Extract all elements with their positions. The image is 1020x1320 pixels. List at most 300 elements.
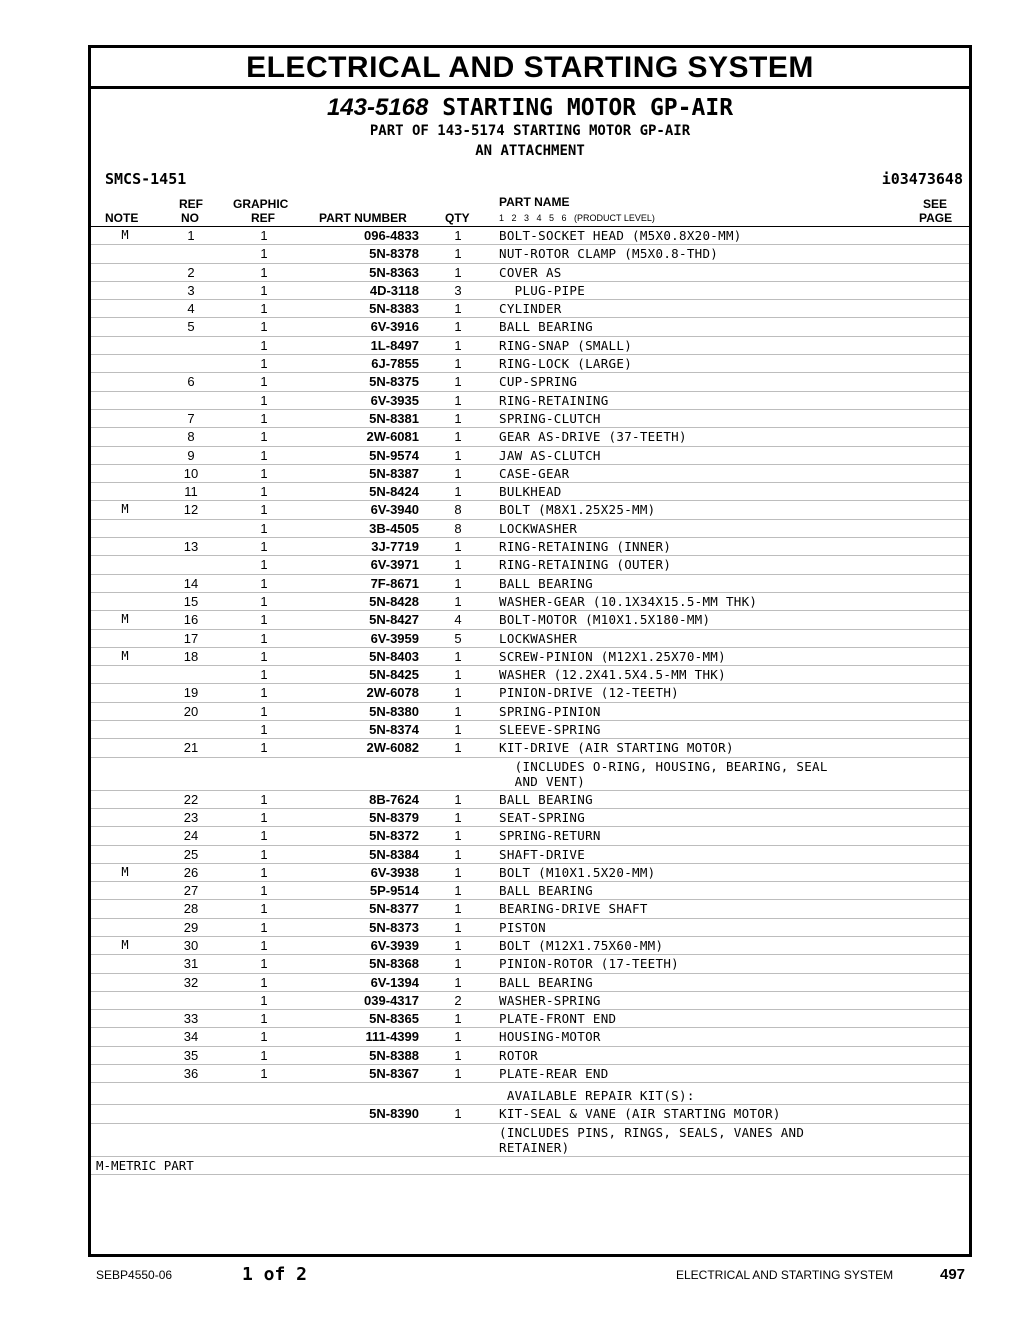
graphic-ref-cell: 1 bbox=[260, 337, 268, 353]
table-row bbox=[91, 227, 969, 245]
graphic-ref-cell: 1 bbox=[260, 447, 268, 463]
part-name-cell: SEAT-SPRING bbox=[499, 809, 586, 825]
graphic-ref-cell: 1 bbox=[260, 864, 268, 880]
table-row bbox=[91, 1028, 969, 1046]
part-name-cell: RING-LOCK (LARGE) bbox=[499, 356, 633, 372]
table-row bbox=[91, 900, 969, 918]
footer-doc-number: SEBP4550-06 bbox=[96, 1268, 173, 1282]
table-row bbox=[91, 864, 969, 882]
graphic-ref-cell: 1 bbox=[260, 667, 268, 683]
ref-no-cell: 11 bbox=[184, 484, 198, 500]
ref-no-cell: 27 bbox=[183, 883, 199, 899]
table-row bbox=[91, 1083, 969, 1105]
ref-no-cell: 32 bbox=[183, 974, 199, 990]
part-name-cell: SHAFT-DRIVE bbox=[499, 846, 586, 862]
graphic-ref-cell: 1 bbox=[260, 356, 268, 372]
graphic-ref-cell: 1 bbox=[260, 319, 268, 335]
ref-no-cell: 16 bbox=[183, 612, 199, 628]
table-row bbox=[91, 758, 969, 791]
part-name-cell: CYLINDER bbox=[499, 301, 562, 317]
qty-cell: 8 bbox=[454, 520, 462, 536]
part-name-cell: KIT-SEAL & VANE (AIR STARTING MOTOR) bbox=[499, 1106, 781, 1122]
part-number-cell: 6V-3916 bbox=[370, 319, 419, 335]
part-name-cell: ROTOR bbox=[499, 1047, 539, 1063]
qty-cell: 1 bbox=[454, 465, 462, 481]
qty-cell: 1 bbox=[454, 722, 462, 738]
graphic-ref-cell: 1 bbox=[260, 539, 268, 555]
qty-cell: 1 bbox=[454, 447, 462, 463]
part-name-cell: BOLT (M10X1.5X20-MM) bbox=[499, 864, 656, 880]
part-number-cell: 039-4317 bbox=[364, 992, 419, 1008]
part-name-cell: BOLT-SOCKET HEAD (M5X0.8X20-MM) bbox=[499, 228, 742, 243]
table-row bbox=[91, 739, 969, 757]
graphic-ref-cell: 1 bbox=[260, 374, 268, 390]
part-name-cell: SCREW-PINION (M12X1.25X70-MM) bbox=[499, 648, 726, 664]
qty-cell: 1 bbox=[454, 956, 462, 972]
table-row bbox=[91, 465, 969, 483]
part-number-cell: 6V-3959 bbox=[370, 630, 419, 646]
part-number-cell: 5N-8381 bbox=[369, 410, 419, 426]
ref-no-cell: 36 bbox=[183, 1066, 199, 1082]
graphic-ref-cell: 1 bbox=[260, 974, 268, 990]
part-number-cell: 5N-8378 bbox=[369, 246, 419, 262]
part-name-cell: RING-RETAINING (INNER) bbox=[499, 539, 672, 555]
part-number-cell: 5N-8379 bbox=[369, 809, 419, 825]
footer-page-number: 497 bbox=[940, 1266, 966, 1283]
ref-no-cell: 1 bbox=[187, 228, 195, 243]
ref-no-cell: 21 bbox=[183, 740, 199, 756]
qty-cell: 1 bbox=[454, 667, 462, 683]
part-name-cell: PLATE-FRONT END bbox=[499, 1011, 617, 1027]
part-name-cell: WASHER (12.2X41.5X4.5-MM THK) bbox=[499, 667, 726, 683]
part-number-cell: 5N-8428 bbox=[369, 593, 419, 609]
part-name-cell: RING-SNAP (SMALL) bbox=[499, 337, 633, 353]
table-row bbox=[91, 520, 969, 538]
col-see-top: SEE bbox=[923, 197, 948, 211]
qty-cell: 1 bbox=[454, 1047, 462, 1063]
ref-no-cell: 12 bbox=[183, 502, 199, 518]
graphic-ref-cell: 1 bbox=[260, 392, 268, 408]
part-number-cell: 5N-8403 bbox=[369, 648, 419, 664]
part-name-cell: WASHER-GEAR (10.1X34X15.5-MM THK) bbox=[499, 593, 758, 609]
part-number-cell: 5P-9514 bbox=[369, 883, 419, 899]
part-number-cell: 5N-8388 bbox=[369, 1047, 419, 1063]
qty-cell: 1 bbox=[454, 919, 462, 935]
part-name-cell: SPRING-CLUTCH bbox=[499, 410, 601, 426]
part-name-cell: COVER AS bbox=[499, 264, 562, 280]
graphic-ref-cell: 1 bbox=[260, 410, 268, 426]
part-number-cell: 5N-8424 bbox=[369, 484, 419, 500]
part-name-cell: RING-RETAINING (OUTER) bbox=[499, 557, 672, 573]
graphic-ref-cell: 1 bbox=[260, 465, 268, 481]
col-see-bottom: PAGE bbox=[919, 211, 953, 225]
parts-table bbox=[91, 227, 969, 1175]
page-frame bbox=[88, 45, 972, 1257]
group-heading bbox=[91, 94, 969, 122]
qty-cell: 1 bbox=[454, 301, 462, 317]
table-row bbox=[91, 846, 969, 864]
qty-cell: 1 bbox=[454, 356, 462, 372]
qty-cell: 1 bbox=[454, 1011, 462, 1027]
table-row bbox=[91, 501, 969, 519]
part-name-cell: PINION-ROTOR (17-TEETH) bbox=[499, 956, 679, 972]
metric-note-row bbox=[91, 1157, 969, 1175]
table-row bbox=[91, 337, 969, 355]
part-number-cell: 6V-3935 bbox=[370, 392, 419, 408]
part-name-cell: NUT-ROTOR CLAMP (M5X0.8-THD) bbox=[499, 246, 719, 262]
ref-no-cell: 17 bbox=[183, 630, 199, 646]
qty-cell: 1 bbox=[454, 264, 462, 280]
qty-cell: 1 bbox=[454, 1106, 462, 1122]
part-number-cell: 6V-1394 bbox=[370, 974, 419, 990]
graphic-ref-cell: 1 bbox=[260, 740, 268, 756]
note-cell: M bbox=[121, 612, 129, 627]
table-header bbox=[91, 194, 969, 227]
graphic-ref-cell: 1 bbox=[260, 246, 268, 262]
table-row bbox=[91, 282, 969, 300]
part-name-cell: AVAILABLE REPAIR KIT(S): bbox=[499, 1088, 695, 1104]
qty-cell: 1 bbox=[454, 410, 462, 426]
ref-no-cell: 4 bbox=[187, 301, 195, 317]
note-cell: M bbox=[121, 228, 129, 242]
part-name-cell: LOCKWASHER bbox=[499, 520, 578, 536]
ref-no-cell: 19 bbox=[183, 685, 199, 701]
table-row bbox=[91, 575, 969, 593]
part-name-cell: (INCLUDES O-RING, HOUSING, BEARING, SEAL AND VENT) bbox=[514, 758, 828, 789]
graphic-ref-cell: 1 bbox=[260, 883, 268, 899]
table-row bbox=[91, 937, 969, 955]
part-name-cell: (INCLUDES PINS, RINGS, SEALS, VANES AND RETAINER) bbox=[499, 1124, 805, 1155]
qty-cell: 1 bbox=[454, 429, 462, 445]
table-row bbox=[91, 428, 969, 446]
qty-cell: 1 bbox=[454, 1066, 462, 1082]
graphic-ref-cell: 1 bbox=[260, 575, 268, 591]
graphic-ref-cell: 1 bbox=[260, 593, 268, 609]
part-number-cell: 3B-4505 bbox=[369, 520, 419, 536]
group-name: STARTING MOTOR GP-AIR bbox=[442, 95, 734, 121]
table-row bbox=[91, 264, 969, 282]
part-number-cell: 5N-8390 bbox=[369, 1106, 419, 1122]
table-row bbox=[91, 611, 969, 629]
ref-no-cell: 15 bbox=[183, 593, 199, 609]
ref-no-cell: 13 bbox=[183, 539, 199, 555]
qty-cell: 1 bbox=[454, 937, 462, 953]
part-name-cell: JAW AS-CLUTCH bbox=[499, 447, 601, 463]
part-number-cell: 5N-8368 bbox=[369, 956, 419, 972]
ref-no-cell: 14 bbox=[183, 575, 199, 591]
part-number-cell: 5N-8384 bbox=[369, 846, 419, 862]
part-of-line: PART OF 143-5174 STARTING MOTOR GP-AIR bbox=[369, 123, 691, 139]
part-name-cell: PISTON bbox=[499, 919, 546, 935]
part-number-cell: 2W-6078 bbox=[366, 685, 419, 701]
graphic-ref-cell: 1 bbox=[260, 901, 268, 917]
note-cell: M bbox=[121, 864, 129, 879]
part-number-cell: 5N-8425 bbox=[369, 667, 419, 683]
note-cell: M bbox=[121, 502, 129, 517]
qty-cell: 1 bbox=[454, 392, 462, 408]
part-name-cell: SPRING-RETURN bbox=[499, 828, 601, 844]
graphic-ref-cell: 1 bbox=[260, 937, 268, 953]
group-number: 143-5168 bbox=[326, 94, 429, 121]
part-number-cell: 5N-8383 bbox=[369, 301, 419, 317]
qty-cell: 1 bbox=[454, 791, 462, 807]
part-name-cell: PLATE-REAR END bbox=[499, 1066, 609, 1082]
part-name-cell: LOCKWASHER bbox=[499, 630, 578, 646]
part-number-cell: 6V-3940 bbox=[370, 502, 419, 518]
graphic-ref-cell: 1 bbox=[260, 846, 268, 862]
qty-cell: 1 bbox=[454, 1029, 462, 1045]
table-row bbox=[91, 666, 969, 684]
ref-no-cell: 2 bbox=[187, 264, 195, 280]
table-row bbox=[91, 809, 969, 827]
ref-no-cell: 10 bbox=[183, 465, 199, 481]
qty-cell: 5 bbox=[454, 630, 462, 646]
part-name-cell: BULKHEAD bbox=[499, 484, 562, 500]
part-number-cell: 7F-8671 bbox=[370, 575, 419, 591]
part-number-cell: 6V-3939 bbox=[370, 937, 419, 953]
part-number-cell: 5N-8387 bbox=[369, 465, 419, 481]
qty-cell: 1 bbox=[454, 228, 462, 243]
graphic-ref-cell: 1 bbox=[260, 630, 268, 646]
part-name-cell: WASHER-SPRING bbox=[499, 992, 601, 1008]
footer-page-of: 1 of 2 bbox=[242, 1264, 308, 1285]
table-row bbox=[91, 992, 969, 1010]
table-row bbox=[91, 721, 969, 739]
table-row bbox=[91, 1047, 969, 1065]
part-number-cell: 6V-3938 bbox=[370, 864, 419, 880]
table-row bbox=[91, 827, 969, 845]
qty-cell: 1 bbox=[454, 557, 462, 573]
qty-cell: 1 bbox=[454, 846, 462, 862]
graphic-ref-cell: 1 bbox=[260, 1066, 268, 1082]
graphic-ref-cell: 1 bbox=[260, 956, 268, 972]
qty-cell: 1 bbox=[454, 809, 462, 825]
ref-no-cell: 3 bbox=[187, 282, 195, 298]
graphic-ref-cell: 1 bbox=[260, 1047, 268, 1063]
part-number-cell: 1L-8497 bbox=[370, 337, 419, 353]
qty-cell: 1 bbox=[454, 484, 462, 500]
table-row bbox=[91, 245, 969, 263]
smcs-code: SMCS-1451 bbox=[105, 170, 187, 188]
table-row bbox=[91, 392, 969, 410]
graphic-ref-cell: 1 bbox=[260, 429, 268, 445]
part-number-cell: 5N-8365 bbox=[369, 1011, 419, 1027]
ref-no-cell: 20 bbox=[183, 703, 199, 719]
table-row bbox=[91, 410, 969, 428]
part-name-cell: BALL BEARING bbox=[499, 883, 593, 899]
part-name-cell: CASE-GEAR bbox=[499, 465, 570, 481]
part-name-cell: GEAR AS-DRIVE (37-TEETH) bbox=[499, 429, 687, 445]
qty-cell: 1 bbox=[454, 539, 462, 555]
part-number-cell: 8B-7624 bbox=[369, 791, 419, 807]
qty-cell: 1 bbox=[454, 828, 462, 844]
table-row bbox=[91, 648, 969, 666]
part-number-cell: 5N-8372 bbox=[369, 828, 419, 844]
footer-section: ELECTRICAL AND STARTING SYSTEM bbox=[676, 1268, 894, 1282]
qty-cell: 1 bbox=[454, 974, 462, 990]
note-cell: M bbox=[121, 937, 129, 952]
part-number-cell: 2W-6082 bbox=[366, 740, 419, 756]
ref-no-cell: 18 bbox=[183, 648, 199, 664]
part-number-cell: 5N-8367 bbox=[369, 1066, 419, 1082]
ref-no-cell: 24 bbox=[183, 828, 199, 844]
ref-no-cell: 6 bbox=[187, 374, 195, 390]
qty-cell: 1 bbox=[454, 319, 462, 335]
table-row bbox=[91, 882, 969, 900]
ref-no-cell: 33 bbox=[183, 1011, 199, 1027]
part-name-cell: RING-RETAINING bbox=[499, 392, 609, 408]
part-name-cell: SPRING-PINION bbox=[499, 703, 601, 719]
part-name-cell: PINION-DRIVE (12-TEETH) bbox=[499, 685, 679, 701]
table-row bbox=[91, 355, 969, 373]
graphic-ref-cell: 1 bbox=[260, 919, 268, 935]
qty-cell: 1 bbox=[454, 901, 462, 917]
qty-cell: 1 bbox=[454, 593, 462, 609]
graphic-ref-cell: 1 bbox=[260, 1011, 268, 1027]
part-name-cell: BALL BEARING bbox=[499, 791, 593, 807]
col-part-number: PART NUMBER bbox=[319, 211, 407, 225]
col-product-level: 1 2 3 4 5 6 (PRODUCT LEVEL) bbox=[499, 213, 655, 223]
col-ref-bottom: NO bbox=[181, 211, 199, 225]
qty-cell: 1 bbox=[454, 883, 462, 899]
part-name-cell: BALL BEARING bbox=[499, 974, 593, 990]
table-row bbox=[91, 919, 969, 937]
graphic-ref-cell: 1 bbox=[260, 685, 268, 701]
table-row bbox=[91, 1105, 969, 1123]
qty-cell: 3 bbox=[454, 282, 462, 298]
part-number-cell: 111-4399 bbox=[365, 1029, 419, 1045]
qty-cell: 1 bbox=[454, 246, 462, 262]
part-number-cell: 5N-8380 bbox=[369, 703, 419, 719]
part-number-cell: 3J-7719 bbox=[371, 539, 419, 555]
col-graphic-bottom: REF bbox=[251, 211, 275, 225]
graphic-ref-cell: 1 bbox=[260, 791, 268, 807]
col-note: NOTE bbox=[105, 211, 139, 225]
graphic-ref-cell: 1 bbox=[260, 301, 268, 317]
ref-no-cell: 8 bbox=[187, 429, 195, 445]
table-row bbox=[91, 703, 969, 721]
part-name-cell: BEARING-DRIVE SHAFT bbox=[499, 901, 648, 917]
part-name-cell: HOUSING-MOTOR bbox=[499, 1029, 601, 1045]
part-number-cell: 096-4833 bbox=[364, 228, 419, 243]
qty-cell: 1 bbox=[454, 648, 462, 664]
table-row bbox=[91, 1124, 969, 1157]
part-number-cell: 6V-3971 bbox=[370, 557, 419, 573]
part-name-cell: BOLT (M12X1.75X60-MM) bbox=[499, 937, 664, 953]
table-row bbox=[91, 483, 969, 501]
qty-cell: 1 bbox=[454, 740, 462, 756]
table-row bbox=[91, 974, 969, 992]
qty-cell: 4 bbox=[454, 612, 462, 628]
graphic-ref-cell: 1 bbox=[260, 484, 268, 500]
ref-no-cell: 9 bbox=[187, 447, 195, 463]
graphic-ref-cell: 1 bbox=[260, 557, 268, 573]
table-row bbox=[91, 630, 969, 648]
table-row bbox=[91, 556, 969, 574]
graphic-ref-cell: 1 bbox=[260, 809, 268, 825]
graphic-ref-cell: 1 bbox=[260, 648, 268, 664]
part-number-cell: 5N-8363 bbox=[369, 264, 419, 280]
ref-no-cell: 23 bbox=[183, 809, 199, 825]
ref-no-cell: 26 bbox=[183, 864, 199, 880]
ref-no-cell: 29 bbox=[183, 919, 199, 935]
ref-no-cell: 28 bbox=[183, 901, 199, 917]
graphic-ref-cell: 1 bbox=[260, 992, 268, 1008]
part-number-cell: 5N-8427 bbox=[369, 612, 419, 628]
part-name-cell: SLEEVE-SPRING bbox=[499, 722, 601, 738]
section-title: ELECTRICAL AND STARTING SYSTEM bbox=[91, 48, 969, 89]
qty-cell: 1 bbox=[454, 374, 462, 390]
part-name-cell: BOLT-MOTOR (M10X1.5X180-MM) bbox=[499, 612, 711, 628]
qty-cell: 1 bbox=[454, 864, 462, 880]
part-name-cell: BOLT (M8X1.25X25-MM) bbox=[499, 502, 656, 518]
graphic-ref-cell: 1 bbox=[260, 722, 268, 738]
graphic-ref-cell: 1 bbox=[260, 282, 268, 298]
table-row bbox=[91, 1065, 969, 1083]
part-number-cell: 5N-8377 bbox=[369, 901, 419, 917]
table-row bbox=[91, 538, 969, 556]
metric-note: M-METRIC PART bbox=[96, 1157, 194, 1173]
table-row bbox=[91, 684, 969, 702]
table-row bbox=[91, 318, 969, 336]
part-name-cell: KIT-DRIVE (AIR STARTING MOTOR) bbox=[499, 740, 734, 756]
qty-cell: 2 bbox=[454, 992, 462, 1008]
table-row bbox=[91, 593, 969, 611]
graphic-ref-cell: 1 bbox=[260, 228, 268, 243]
qty-cell: 8 bbox=[454, 502, 462, 518]
ref-no-cell: 7 bbox=[187, 410, 195, 426]
col-part-name: PART NAME bbox=[499, 195, 570, 209]
ref-no-cell: 35 bbox=[183, 1047, 199, 1063]
part-name-cell: PLUG-PIPE bbox=[499, 282, 586, 298]
qty-cell: 1 bbox=[454, 703, 462, 719]
attachment-line: AN ATTACHMENT bbox=[475, 143, 585, 159]
table-row bbox=[91, 447, 969, 465]
qty-cell: 1 bbox=[454, 575, 462, 591]
note-cell: M bbox=[121, 648, 129, 663]
graphic-ref-cell: 1 bbox=[260, 612, 268, 628]
ref-no-cell: 30 bbox=[183, 937, 199, 953]
part-number-cell: 6J-7855 bbox=[371, 356, 419, 372]
table-row bbox=[91, 955, 969, 973]
part-name-cell: BALL BEARING bbox=[499, 319, 593, 335]
ref-no-cell: 34 bbox=[183, 1029, 199, 1045]
part-number-cell: 5N-9574 bbox=[369, 447, 419, 463]
col-graphic-top: GRAPHIC bbox=[233, 197, 289, 211]
qty-cell: 1 bbox=[454, 685, 462, 701]
table-row bbox=[91, 1010, 969, 1028]
part-number-cell: 2W-6081 bbox=[366, 429, 419, 445]
part-number-cell: 5N-8374 bbox=[369, 722, 419, 738]
graphic-ref-cell: 1 bbox=[260, 502, 268, 518]
ref-no-cell: 25 bbox=[183, 846, 199, 862]
graphic-ref-cell: 1 bbox=[260, 1029, 268, 1045]
part-name-cell: CUP-SPRING bbox=[499, 374, 578, 390]
graphic-ref-cell: 1 bbox=[260, 828, 268, 844]
ref-no-cell: 22 bbox=[183, 791, 199, 807]
document-identifier: i03473648 bbox=[881, 170, 963, 188]
table-row bbox=[91, 791, 969, 809]
col-qty: QTY bbox=[445, 211, 470, 225]
table-row bbox=[91, 300, 969, 318]
ref-no-cell: 5 bbox=[187, 319, 195, 335]
graphic-ref-cell: 1 bbox=[260, 520, 268, 536]
col-ref-top: REF bbox=[179, 197, 203, 211]
ref-no-cell: 31 bbox=[183, 956, 199, 972]
table-row bbox=[91, 373, 969, 391]
part-number-cell: 4D-3118 bbox=[369, 282, 419, 298]
part-name-cell: BALL BEARING bbox=[499, 575, 593, 591]
